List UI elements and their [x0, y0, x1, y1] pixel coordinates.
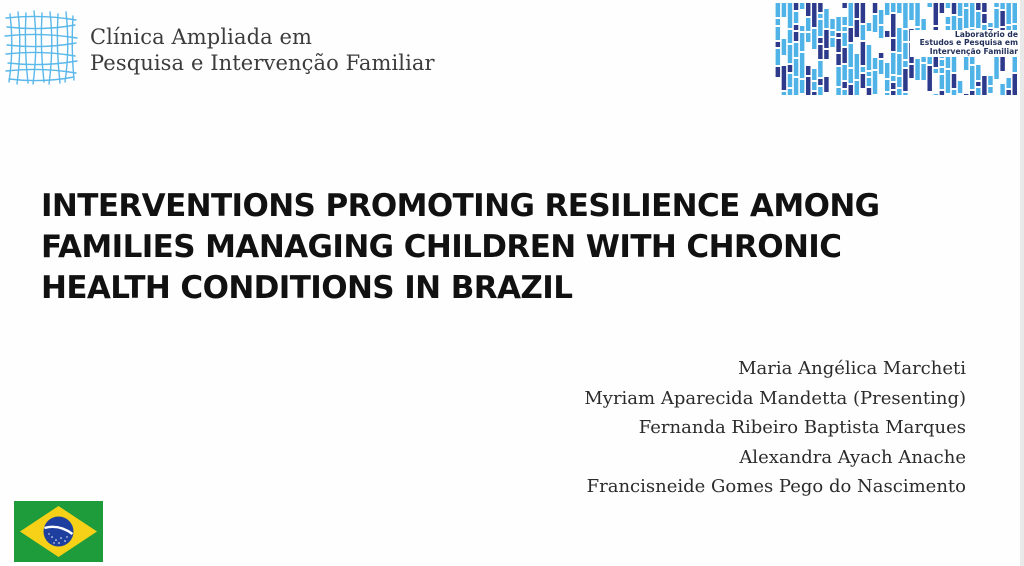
lab-name-line1: Laboratório de: [954, 30, 1018, 39]
title-line1: INTERVENTIONS PROMOTING RESILIENCE AMONG: [41, 188, 880, 224]
slide-edge: [1020, 0, 1024, 566]
clinic-name-line1: Clínica Ampliada em: [90, 25, 313, 49]
title-line2: FAMILIES MANAGING CHILDREN WITH CHRONIC: [41, 229, 842, 265]
author-name: Maria Angélica Marcheti: [738, 358, 966, 379]
lab-name-line2: Estudos e Pesquisa em: [919, 38, 1018, 48]
lab-name: [910, 30, 1020, 57]
woven-grid-logo-icon: [4, 8, 78, 86]
brazil-flag-icon: [14, 501, 103, 562]
clinic-name: [90, 24, 435, 76]
clinic-name-line2: Pesquisa e Intervenção Familiar: [90, 51, 435, 75]
author-name: Fernanda Ribeiro Baptista Marques: [638, 417, 966, 438]
author-name: Myriam Aparecida Mandetta (Presenting): [584, 387, 966, 409]
slide-title: [41, 186, 921, 309]
title-line3: HEALTH CONDITIONS IN BRAZIL: [41, 270, 573, 306]
author-name: Alexandra Ayach Anache: [739, 446, 966, 468]
lab-name-line3: Intervenção Familiar: [929, 46, 1018, 56]
author-name: Francisneide Gomes Pego do Nascimento: [586, 476, 966, 497]
author-list: [584, 354, 966, 502]
